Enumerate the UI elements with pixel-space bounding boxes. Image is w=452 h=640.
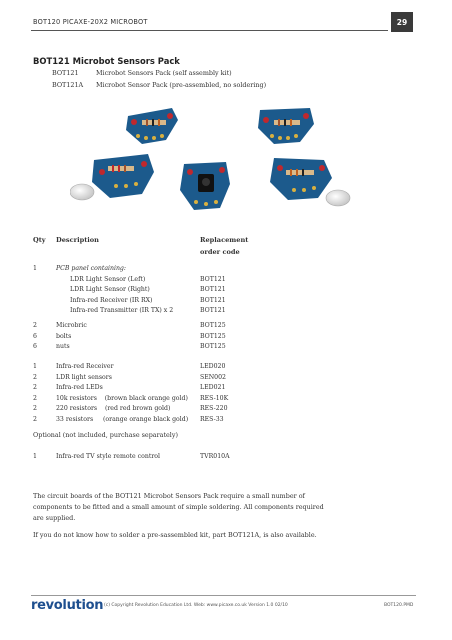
pcb-ldr-left (126, 108, 178, 144)
code-cell: BOT125 (200, 343, 226, 350)
header-replacement: Replacement (200, 236, 249, 244)
header-order-code: order code (200, 248, 240, 256)
description-cell: Infra-red Receiver (56, 363, 114, 370)
code-cell: BOT121 (200, 286, 226, 293)
code-cell: LED021 (200, 384, 226, 391)
description-cell: 33 resistors (orange orange black gold) (56, 415, 189, 423)
code-cell: LED020 (200, 363, 226, 370)
pack-item (52, 68, 266, 80)
footer-divider (31, 595, 416, 596)
code-cell: RES-10K (200, 394, 229, 402)
pack-text: Microbot Sensor Pack (pre-assembled, no soldering) (96, 80, 267, 89)
header-description: Description (56, 236, 99, 244)
code-cell: BOT121 (200, 296, 226, 304)
description-cell: 10k resistors (brown black orange gold) (56, 394, 188, 402)
qty-cell: 2 (33, 322, 37, 329)
code-cell: BOT125 (200, 332, 226, 340)
optional-note: Optional (not included, purchase separately) (33, 431, 178, 439)
code-cell: BOT121 (200, 307, 226, 314)
code-cell: BOT121 (200, 275, 226, 283)
qty-cell: 6 (33, 332, 37, 340)
description-cell: 220 resistors (red red brown gold) (56, 405, 171, 412)
description-cell: Infra-red TV style remote control (56, 453, 160, 460)
page-number-badge: 29 (391, 12, 413, 32)
revolution-logo: revolution (31, 598, 104, 613)
qty-cell: 2 (33, 394, 37, 402)
pack-code: BOT121A (52, 80, 84, 89)
pack-item (52, 80, 266, 92)
qty-cell: 2 (33, 405, 37, 412)
sensor-pack-photo (70, 98, 370, 223)
qty-cell: 1 (33, 265, 37, 272)
pcb-ir-tx-left (70, 154, 154, 200)
footer-code: BOT120.PMD (384, 603, 414, 608)
pcb-ldr-right (258, 108, 314, 144)
description-cell: Infra-red Receiver (IR RX) (70, 296, 153, 304)
description-cell: bolts (56, 332, 72, 340)
code-cell: SEN002 (200, 373, 226, 381)
description-cell: Infra-red LEDs (56, 384, 103, 391)
pack-text: Microbot Sensors Pack (self assembly kit) (96, 69, 232, 77)
code-cell: RES-33 (200, 415, 224, 423)
qty-cell: 2 (33, 384, 37, 391)
footer-copyright: (c) Copyright Revolution Education Ltd. Web: www.picaxe.co.uk Version 1.0 02/10 (104, 603, 288, 608)
description-cell: LDR light sensors (56, 373, 112, 381)
description-cell: LDR Light Sensor (Right) (70, 286, 150, 293)
description-cell: LDR Light Sensor (Left) (70, 275, 146, 283)
pcb-ir-tx-right (270, 158, 350, 206)
qty-cell: 6 (33, 343, 37, 350)
preassembled-paragraph: If you do not know how to solder a pre-sassembled kit, part BOT121A, is also available. (33, 531, 317, 539)
section-title: BOT121 Microbot Sensors Pack (33, 56, 180, 66)
qty-cell: 1 (33, 453, 37, 460)
code-cell: TVR010A (200, 453, 230, 460)
pack-code: BOT121 (52, 69, 79, 77)
header-qty: Qty (33, 236, 46, 244)
qty-cell: 1 (33, 363, 37, 370)
pcb-ir-rx (180, 162, 230, 210)
pack-list (52, 68, 266, 91)
assembly-paragraph: The circuit boards of the BOT121 Microbot Sensors Pack require a small number of components to be fitted and a small amount of simple soldering. All components required are supplied. (33, 492, 324, 522)
qty-cell: 2 (33, 415, 37, 423)
description-cell: nuts (56, 343, 70, 350)
qty-cell: 2 (33, 373, 37, 381)
header-title: BOT120 PICAXE-20X2 MICROBOT (33, 18, 148, 26)
description-cell: PCB panel containing: (56, 265, 126, 272)
header-divider (31, 30, 388, 31)
code-cell: BOT125 (200, 322, 226, 329)
description-cell: Microbric (56, 322, 87, 329)
code-cell: RES-220 (200, 405, 228, 412)
description-cell: Infra-red Transmitter (IR TX) x 2 (70, 307, 174, 314)
